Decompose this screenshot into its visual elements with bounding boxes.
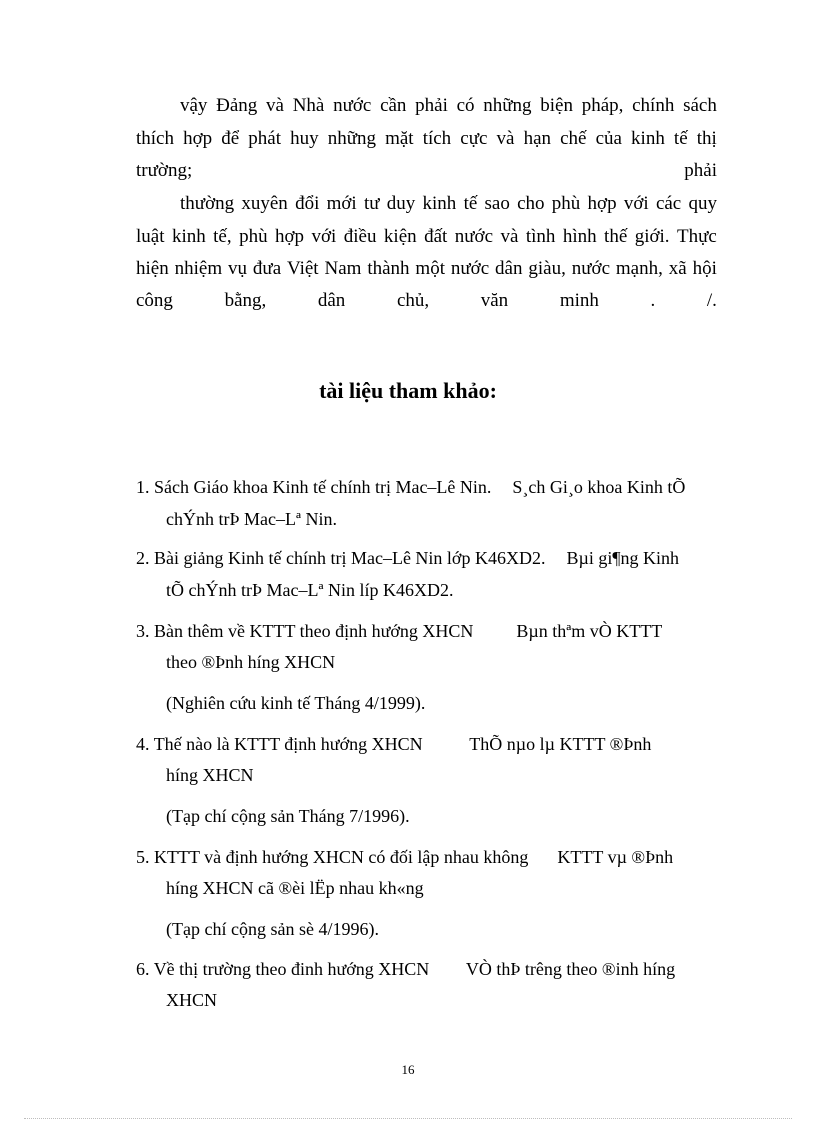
paragraph-word: nước <box>333 95 372 116</box>
paragraph-word: tế, <box>213 226 232 247</box>
paragraph-word: dân <box>495 258 523 279</box>
paragraph-word: phải <box>415 95 448 116</box>
paragraph-word: vụ <box>228 258 247 279</box>
reference-number: 5. <box>136 847 150 867</box>
paragraph-word: duy <box>386 193 416 214</box>
reference-title: Sách Giáo khoa Kinh tế chính trị Mac–Lê Nin. <box>154 477 492 497</box>
reference-2-line-2 <box>166 579 453 601</box>
reference-number: 2. <box>136 548 150 568</box>
reference-5-source <box>166 918 379 940</box>
reference-title-garbled-cont: híng XHCN <box>166 765 254 785</box>
page-number: 16 <box>401 1062 415 1077</box>
reference-4-line-2 <box>166 764 254 786</box>
paragraph-word: tình <box>525 226 556 247</box>
reference-5-line-2 <box>166 877 424 899</box>
reference-source: (Tạp chí cộng sản sè 4/1996). <box>166 919 379 939</box>
paragraph-word: thành <box>367 258 410 279</box>
paragraph-word: hạn <box>523 128 552 149</box>
paragraph-word: Nam <box>324 258 362 279</box>
reference-title-garbled: Bµi gi¶ng Kinh <box>566 548 679 568</box>
paragraph-line-3 <box>136 160 717 182</box>
paragraph-word: quy <box>688 193 717 214</box>
paragraph-word: phù <box>239 226 268 247</box>
paragraph-line-1 <box>180 95 717 117</box>
paragraph-word: cho <box>517 193 545 214</box>
paragraph-word: sao <box>484 193 510 214</box>
paragraph-word: các <box>655 193 682 214</box>
paragraph-word: một <box>415 258 445 279</box>
reference-3-line-2 <box>166 651 335 673</box>
paragraph-word: mạnh, <box>615 258 663 279</box>
page-bottom-divider <box>24 1118 792 1119</box>
paragraph-word: xuyên <box>241 193 288 214</box>
reference-3-source <box>166 692 425 714</box>
reference-6-line-1 <box>136 958 675 980</box>
reference-number: 1. <box>136 477 150 497</box>
paragraph-word: tế <box>673 128 688 149</box>
paragraph-word: văn <box>480 290 509 311</box>
reference-title-garbled-cont: theo ®Þnh híng XHCN <box>166 652 336 672</box>
reference-title-garbled: S¸ch Gi¸o khoa Kinh tÕ <box>512 477 686 497</box>
reference-title-garbled: VÒ thÞ trêng theo ®inh híng <box>465 959 676 979</box>
reference-source: (Tạp chí cộng sản Tháng 7/1996). <box>166 806 410 826</box>
paragraph-word: nước <box>454 226 494 247</box>
paragraph-line-7 <box>136 290 717 312</box>
paragraph-word: giàu, <box>528 258 566 279</box>
paragraph-word: để <box>221 128 240 149</box>
paragraph-word: những <box>483 95 532 116</box>
paragraph-word: thị <box>696 128 717 149</box>
paragraph-word: vậy <box>180 95 208 116</box>
reference-2-line-1 <box>136 547 679 569</box>
paragraph-word: tư <box>363 193 380 214</box>
paragraph-word: với <box>311 226 337 247</box>
reference-6-line-2 <box>166 989 217 1011</box>
reference-4-line-1 <box>136 733 651 755</box>
paragraph-word: tích <box>422 128 452 149</box>
paragraph-word: /. <box>706 290 717 311</box>
reference-title-garbled: ThÕ nµo lµ KTTT ®Þnh <box>469 734 652 754</box>
paragraph-word: kinh <box>422 193 457 214</box>
paragraph-line-5 <box>136 226 717 248</box>
reference-source: (Nghiên cứu kinh tế Tháng 4/1999). <box>166 693 426 713</box>
paragraph-word: có <box>456 95 475 116</box>
paragraph-word: Đảng <box>216 95 258 116</box>
reference-title: Bài giảng Kinh tế chính trị Mac–Lê Nin lớp K46XD2. <box>154 548 546 568</box>
references-heading: tài liệu tham khảo: <box>319 378 497 403</box>
paragraph-word: tế <box>463 193 478 214</box>
paragraph-word: thế <box>604 226 628 247</box>
reference-4-source <box>166 805 410 827</box>
paragraph-word: kiện <box>383 226 417 247</box>
paragraph-word: đưa <box>252 258 282 279</box>
paragraph-word: Thực <box>677 226 717 247</box>
paragraph-word: mới <box>326 193 357 214</box>
paragraph-word: xã <box>668 258 687 279</box>
paragraph-word: sách <box>683 95 717 116</box>
paragraph-word: phải <box>684 160 717 181</box>
paragraph-word: điều <box>343 226 377 247</box>
paragraph-word: thích <box>136 128 174 149</box>
paragraph-word: mặt <box>385 128 414 149</box>
reference-3-line-1 <box>136 620 662 642</box>
paragraph-word: hình <box>562 226 597 247</box>
paragraph-word: và <box>500 226 519 247</box>
paragraph-word: luật <box>136 226 165 247</box>
reference-title: Thế nào là KTTT định hướng XHCN <box>153 734 423 754</box>
reference-title: KTTT và định hướng XHCN có đối lập nhau không <box>154 847 529 867</box>
paragraph-word: cần <box>380 95 407 116</box>
reference-title-garbled: Bµn thªm vÒ KTTT <box>516 621 663 641</box>
reference-number: 3. <box>136 621 150 641</box>
paragraph-word: phù <box>551 193 581 214</box>
paragraph-word: với <box>623 193 649 214</box>
reference-1-line-1 <box>136 476 685 498</box>
paragraph-line-2 <box>136 128 717 150</box>
paragraph-word: nước <box>450 258 490 279</box>
reference-title: Về thị trường theo đinh hướng XHCN <box>153 959 430 979</box>
reference-title-garbled-cont: chÝnh trÞ Mac–Lª Nin. <box>166 509 337 529</box>
paragraph-line-4 <box>180 193 717 215</box>
reference-title-garbled: KTTT vµ ®Þnh <box>557 847 674 867</box>
paragraph-word: chủ, <box>396 290 430 311</box>
paragraph-word: chế <box>560 128 587 149</box>
paragraph-word: và <box>496 128 515 149</box>
paragraph-word: kinh <box>171 226 206 247</box>
paragraph-word: trường; <box>136 160 193 181</box>
paragraph-word: nhiệm <box>174 258 223 279</box>
paragraph-word: chính <box>632 95 675 116</box>
paragraph-word: Việt <box>287 258 319 279</box>
paragraph-word: của <box>595 128 622 149</box>
paragraph-word: đất <box>424 226 448 247</box>
paragraph-word: những <box>327 128 376 149</box>
paragraph-word: biện <box>540 95 573 116</box>
paragraph-word: kinh <box>631 128 665 149</box>
paragraph-word: pháp, <box>581 95 624 116</box>
paragraph-word: hội <box>692 258 717 279</box>
paragraph-word: Nhà <box>292 95 325 116</box>
reference-title-garbled-cont: híng XHCN cã ®èi lËp nhau kh«ng <box>166 878 424 898</box>
paragraph-word: minh <box>559 290 599 311</box>
paragraph-word: cực <box>460 128 488 149</box>
paragraph-word: nước <box>571 258 611 279</box>
paragraph-word: hiện <box>136 258 169 279</box>
paragraph-word: hợp <box>183 128 213 149</box>
reference-number: 4. <box>136 734 150 754</box>
paragraph-word: giới. <box>634 226 670 247</box>
paragraph-word: hợp <box>275 226 305 247</box>
paragraph-word: hợp <box>587 193 617 214</box>
paragraph-line-6 <box>136 258 717 280</box>
reference-title-garbled-cont: tÕ chÝnh trÞ Mac–Lª Nin líp K46XD2. <box>166 580 454 600</box>
paragraph-word: thường <box>180 193 235 214</box>
paragraph-word: đổi <box>295 193 320 214</box>
paragraph-word: và <box>266 95 284 116</box>
paragraph-word: công <box>136 290 173 311</box>
paragraph-word: . <box>650 290 656 311</box>
paragraph-word: dân <box>317 290 346 311</box>
paragraph-word: phát <box>248 128 281 149</box>
paragraph-word: huy <box>290 128 319 149</box>
reference-1-line-2 <box>166 508 337 530</box>
reference-title-garbled-cont: XHCN <box>166 990 218 1010</box>
paragraph-word: bằng, <box>224 290 267 311</box>
reference-title: Bàn thêm về KTTT theo định hướng XHCN <box>154 621 474 641</box>
reference-5-line-1 <box>136 846 673 868</box>
reference-number: 6. <box>136 959 150 979</box>
